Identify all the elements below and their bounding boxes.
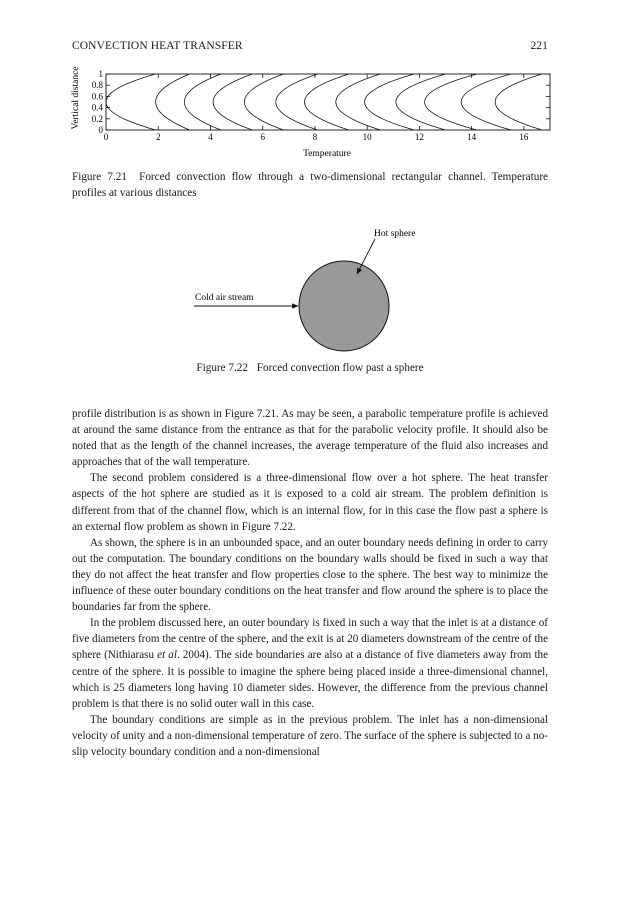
x-tick-label: 6 (260, 132, 265, 142)
figure-7-22-label: Figure 7.22 (196, 362, 248, 374)
paragraph-5: The boundary conditions are simple as in the previous problem. The inlet has a non-dimensional velocity of unity and a non-dimensional temperature of zero. The surface of the sphere is subjected to a no-slip velocity boundary condition and a non-dimensional (72, 713, 548, 758)
temperature-profile-curve (304, 74, 348, 130)
hot-sphere (299, 261, 389, 351)
y-tick-label: 0 (98, 125, 103, 135)
sphere-diagram (180, 222, 440, 358)
y-tick-label: 0.2 (91, 113, 103, 124)
y-tick-label: 0.4 (91, 102, 103, 113)
temperature-profile-curve (396, 74, 446, 130)
figure-7-21-caption-text: Forced convection flow through a two-dimensional rectangular channel. Temperature profiles at various distances (72, 171, 549, 199)
cold-air-stream-label: Cold air stream (195, 293, 254, 303)
x-tick-label: 0 (103, 132, 109, 142)
running-head-title: CONVECTION HEAT TRANSFER (72, 40, 243, 52)
paragraph-2: The second problem considered is a three-dimensional flow over a hot sphere. The heat transfer aspects of the hot sphere are studied as it is exposed to a cold air stream. The problem definition is different from that of the channel flow, which is an internal flow, for in this case the flow past a sphere is an external flow problem as shown in Figure 7.22. (72, 472, 548, 533)
x-tick-label: 10 (362, 132, 372, 142)
x-tick-label: 8 (312, 132, 318, 142)
temperature-profile-curve (425, 74, 477, 130)
x-tick-label: 4 (208, 132, 213, 142)
temperature-profile-chart (66, 62, 556, 162)
figure-7-22-caption (72, 362, 548, 374)
paragraph-4-part-1: In the problem discussed here, an outer boundary is fixed in such a way that the inlet is at a distance of five diameters from the centre of the sphere, and the exit is at 20 diameters downstream of the centre of the sphere (Nithiarasu (72, 617, 548, 662)
temperature-profile-curve (184, 74, 221, 130)
paragraph-4-part-2: . 2004). The side boundaries are also at a distance of five diameters away from the centre of the sphere. It is possible to imagine the sphere being placed inside a three-dimensional channel, which is 25 diameters long having 10 diameter sides. However, the difference from the previous channel problem is that there is no solid outer wall in this case. (72, 649, 549, 710)
temperature-profile-curve (276, 74, 318, 130)
temperature-profile-curve (244, 74, 283, 130)
y-tick-label: 1 (98, 69, 103, 79)
paragraph-3: As shown, the sphere is in an unbounded space, and an outer boundary needs defining in order to carry out the computation. The boundary conditions on the boundary walls should be fixed in such a way that they do not affect the heat transfer and flow properties close to the sphere. The best way to minimize the influence of these outer boundary conditions on the heat transfer and flow around the sphere is to place the boundaries far from the sphere. (72, 536, 548, 614)
page-number: 221 (530, 40, 548, 52)
running-head (72, 40, 548, 52)
paragraph-4-citation-etal: et al (157, 649, 177, 662)
y-axis-label: Vertical distance (71, 66, 81, 130)
y-tick-label: 0.8 (91, 80, 103, 91)
temperature-profile-curve (106, 74, 156, 130)
figure-7-21-caption (72, 169, 548, 201)
temperature-profile-curve (495, 74, 542, 130)
temperature-profile-curve (336, 74, 380, 130)
x-tick-label: 12 (414, 132, 424, 142)
x-tick-label: 14 (467, 132, 477, 142)
paragraph-1: profile distribution is as shown in Figure 7.21. As may be seen, a parabolic temperature profile is achieved at around the same distance from the entrance as that for the parabolic velocity profile. It should also be noted that as the length of the channel increases, the average temperature of the fluid also increases and approaches that of the wall temperature. (72, 408, 548, 469)
y-tick-label: 0.6 (91, 91, 103, 102)
temperature-profile-curve (213, 74, 252, 130)
figure-7-22-caption-text: Forced convection flow past a sphere (256, 362, 424, 374)
body-text (72, 406, 548, 760)
paragraph-4 (72, 615, 548, 712)
temperature-profile-curve (365, 74, 415, 130)
plot-area (92, 69, 550, 142)
temperature-profile-curve (461, 74, 511, 130)
x-axis-label: Temperature (303, 149, 351, 159)
hot-sphere-label: Hot sphere (374, 229, 416, 239)
x-tick-label: 2 (155, 132, 161, 142)
x-tick-label: 16 (519, 132, 529, 142)
figure-7-21-label: Figure 7.21 (72, 171, 127, 183)
